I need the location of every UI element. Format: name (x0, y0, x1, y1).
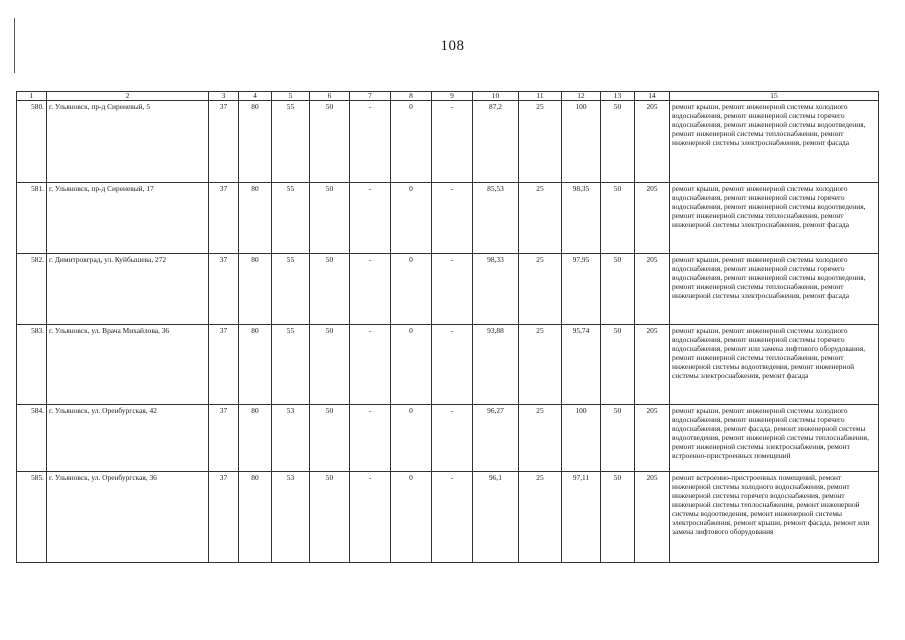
column-header-2: 2 (47, 92, 209, 101)
cell-col13: 50 (601, 405, 635, 472)
column-header-13: 13 (601, 92, 635, 101)
cell-col5: 55 (272, 325, 310, 405)
row-number: 580. (17, 101, 47, 183)
cell-col14: 205 (635, 183, 670, 254)
cell-col7: - (350, 405, 391, 472)
cell-col12: 97,95 (562, 254, 601, 325)
works-cell: ремонт крыши, ремонт инженерной системы холодного водоснабжения, ремонт инженерной системы горячего водоснабжения, ремонт инженерной системы водоотведения, ремонт инженерной системы теплоснабжения, ремонт инженерной системы электроснабжения, ремонт фасада (670, 101, 879, 183)
cell-col7: - (350, 472, 391, 563)
cell-col9: - (432, 405, 473, 472)
cell-col8: 0 (391, 472, 432, 563)
table-row (17, 254, 879, 325)
cell-col11: 25 (519, 254, 562, 325)
column-header-15: 15 (670, 92, 879, 101)
cell-col13: 50 (601, 254, 635, 325)
cell-col3: 37 (209, 405, 239, 472)
column-header-10: 10 (473, 92, 519, 101)
cell-col13: 50 (601, 183, 635, 254)
column-header-4: 4 (239, 92, 272, 101)
cell-col10: 96,27 (473, 405, 519, 472)
works-cell: ремонт крыши, ремонт инженерной системы холодного водоснабжения, ремонт инженерной системы горячего водоснабжения, ремонт инженерной системы водоотведения, ремонт инженерной системы теплоснабжения, ремонт инженерной системы электроснабжения, ремонт фасада (670, 183, 879, 254)
table-row (17, 325, 879, 405)
cell-col6: 50 (310, 101, 350, 183)
cell-col9: - (432, 183, 473, 254)
cell-col12: 95,74 (562, 325, 601, 405)
cell-col7: - (350, 325, 391, 405)
cell-col12: 98,35 (562, 183, 601, 254)
cell-col10: 85,53 (473, 183, 519, 254)
cell-col6: 50 (310, 254, 350, 325)
address-cell: г. Ульяновск, ул. Оренбургская, 36 (47, 472, 209, 563)
cell-col8: 0 (391, 101, 432, 183)
column-header-1: 1 (17, 92, 47, 101)
cell-col10: 87,2 (473, 101, 519, 183)
cell-col10: 98,33 (473, 254, 519, 325)
cell-col11: 25 (519, 325, 562, 405)
cell-col6: 50 (310, 325, 350, 405)
row-number: 582. (17, 254, 47, 325)
address-cell: г. Ульяновск, ул. Оренбургская, 42 (47, 405, 209, 472)
cell-col12: 97,11 (562, 472, 601, 563)
address-cell: г. Ульяновск, пр-д Сиреневый, 5 (47, 101, 209, 183)
column-header-5: 5 (272, 92, 310, 101)
address-cell: г. Димитровград, ул. Куйбышева, 272 (47, 254, 209, 325)
cell-col9: - (432, 101, 473, 183)
cell-col4: 80 (239, 472, 272, 563)
cell-col5: 53 (272, 405, 310, 472)
table-row (17, 405, 879, 472)
cell-col5: 55 (272, 254, 310, 325)
cell-col4: 80 (239, 183, 272, 254)
cell-col3: 37 (209, 472, 239, 563)
cell-col9: - (432, 472, 473, 563)
cell-col11: 25 (519, 405, 562, 472)
column-header-3: 3 (209, 92, 239, 101)
cell-col11: 25 (519, 183, 562, 254)
table-body (17, 101, 879, 563)
address-cell: г. Ульяновск, ул. Врача Михайлова, 36 (47, 325, 209, 405)
cell-col4: 80 (239, 254, 272, 325)
works-cell: ремонт встроенно-пристроенных помещений, ремонт инженерной системы холодного водоснабжения, ремонт инженерной системы горячего водоснабжения, ремонт инженерной системы теплоснабжения, ремонт инженерной системы водоотведения, ремонт инженерной системы электроснабжения, ремонт крыши, ремонт фасада, ремонт или замена лифтового оборудования (670, 472, 879, 563)
cell-col7: - (350, 183, 391, 254)
cell-col10: 93,88 (473, 325, 519, 405)
cell-col6: 50 (310, 183, 350, 254)
row-number: 581. (17, 183, 47, 254)
cell-col7: - (350, 101, 391, 183)
column-header-6: 6 (310, 92, 350, 101)
cell-col3: 37 (209, 101, 239, 183)
cell-col8: 0 (391, 254, 432, 325)
cell-col14: 205 (635, 472, 670, 563)
cell-col5: 55 (272, 183, 310, 254)
cell-col9: - (432, 325, 473, 405)
cell-col12: 100 (562, 101, 601, 183)
row-number: 585. (17, 472, 47, 563)
cell-col12: 100 (562, 405, 601, 472)
cell-col9: - (432, 254, 473, 325)
column-header-9: 9 (432, 92, 473, 101)
cell-col14: 205 (635, 405, 670, 472)
works-cell: ремонт крыши, ремонт инженерной системы холодного водоснабжения, ремонт инженерной системы горячего водоснабжения, ремонт инженерной системы водоотведения, ремонт инженерной системы теплоснабжения, ремонт инженерной системы электроснабжения, ремонт фасада (670, 254, 879, 325)
cell-col5: 55 (272, 101, 310, 183)
cell-col3: 37 (209, 254, 239, 325)
table-row (17, 183, 879, 254)
table-header (17, 92, 879, 101)
page-number: 108 (440, 38, 465, 54)
cell-col14: 205 (635, 101, 670, 183)
cell-col14: 205 (635, 254, 670, 325)
cell-col4: 80 (239, 101, 272, 183)
cell-col8: 0 (391, 325, 432, 405)
table-row (17, 101, 879, 183)
column-header-12: 12 (562, 92, 601, 101)
cell-col13: 50 (601, 325, 635, 405)
cell-col8: 0 (391, 183, 432, 254)
cell-col5: 53 (272, 472, 310, 563)
cell-col14: 205 (635, 325, 670, 405)
column-header-11: 11 (519, 92, 562, 101)
column-header-14: 14 (635, 92, 670, 101)
cell-col3: 37 (209, 325, 239, 405)
column-header-8: 8 (391, 92, 432, 101)
cell-col8: 0 (391, 405, 432, 472)
works-cell: ремонт крыши, ремонт инженерной системы холодного водоснабжения, ремонт инженерной системы горячего водоснабжения, ремонт фасада, ремонт инженерной системы водоотведения, ремонт инженерной системы теплоснабжения, ремонт инженерной системы электроснабжения, ремонт встроенно-пристроенных помещений (670, 405, 879, 472)
cell-col11: 25 (519, 101, 562, 183)
works-cell: ремонт крыши, ремонт инженерной системы холодного водоснабжения, ремонт инженерной системы горячего водоснабжения, ремонт или замена лифтового оборудования, ремонт инженерной системы теплоснабжения, ремонт инженерной системы водоотведения, ремонт инженерной системы электроснабжения, ремонт фасада (670, 325, 879, 405)
cell-col4: 80 (239, 405, 272, 472)
cell-col6: 50 (310, 472, 350, 563)
cell-col4: 80 (239, 325, 272, 405)
cell-col11: 25 (519, 472, 562, 563)
cell-col6: 50 (310, 405, 350, 472)
cell-col10: 96,1 (473, 472, 519, 563)
cell-col13: 50 (601, 472, 635, 563)
address-cell: г. Ульяновск, пр-д Сиреневый, 17 (47, 183, 209, 254)
cell-col3: 37 (209, 183, 239, 254)
column-header-7: 7 (350, 92, 391, 101)
cell-col7: - (350, 254, 391, 325)
row-number: 583. (17, 325, 47, 405)
cell-col13: 50 (601, 101, 635, 183)
row-number: 584. (17, 405, 47, 472)
repair-table (16, 91, 879, 563)
table-row (17, 472, 879, 563)
